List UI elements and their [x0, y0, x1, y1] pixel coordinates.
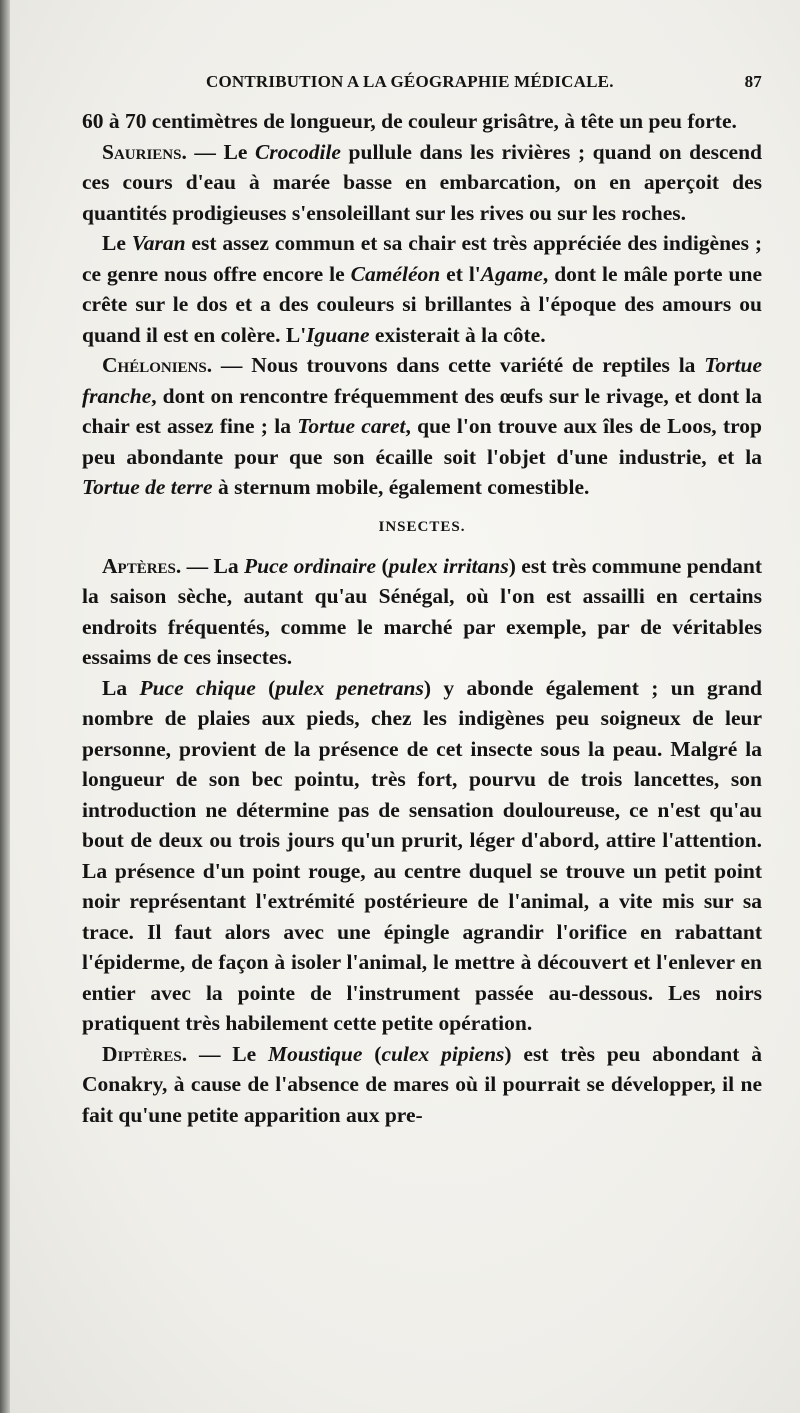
italic-term: Puce chique: [139, 675, 256, 700]
italic-term: Tortue franche: [82, 353, 762, 408]
text-run: est assez commun et sa chair est très appréciée des indigènes ; ce genre nous offre encore le: [82, 231, 762, 286]
italic-term: pulex penetrans: [275, 675, 424, 700]
text-run: (: [376, 553, 389, 578]
text-run: — Nous trouvons dans cette variété de reptiles la: [212, 353, 705, 377]
text-run: pullule dans les rivières ; quand on descend ces cours d'eau à marée basse en embarcation, on en aperçoit des quantités prodigieuses s'ensoleillant sur les rives ou sur les roches.: [82, 139, 762, 225]
italic-term: Iguane: [306, 322, 370, 347]
paragraph-continuation: [82, 106, 762, 137]
section-heading: INSECTES.: [378, 518, 466, 535]
italic-term: Crocodile: [254, 139, 341, 164]
page-edge-shadow: [0, 0, 10, 1413]
text-run: à sternum mobile, également comestible.: [212, 475, 590, 499]
text-run: ) y abonde également ; un grand nombre de plaies aux pieds, chez les indigènes peu soigneux de leur personne, provient de la présence de cet insecte sous la peau. Malgré la longueur de son bec pointu, très fort, pourvu de trois lancettes, son introduction ne détermine pas de sensation douloureuse, ce n'est qu'au bout de deux ou trois jours qu'un prurit, léger d'abord, attire l'attention. La présence d'un point rouge, au centre duquel se trouve un petit point noir représentant l'extrémité postérieure de l'animal, a vite mis sur sa trace. Il faut alors avec une épingle agrandir l'orifice en rabattant l'épiderme, de façon à isoler l'animal, le mettre à découvert et l'enlever en entier avec la pointe de l'instrument passée au-dessous. Les noirs pratiquent très habilement cette petite opération.: [82, 675, 762, 1035]
text-run: — La: [181, 553, 245, 578]
text-run: Le: [102, 231, 132, 255]
paragraph-sauriens: [82, 137, 762, 229]
section-label: Sauriens.: [102, 139, 187, 164]
section-label: Diptères.: [102, 1041, 188, 1066]
page-number: 87: [744, 72, 762, 91]
paragraph-apteres: [82, 551, 762, 673]
paragraph-dipteres: [82, 1039, 762, 1131]
italic-term: Tortue caret: [297, 414, 406, 438]
text-run: et l': [440, 261, 481, 286]
text-run: (: [255, 675, 276, 700]
text-run: La: [102, 675, 140, 700]
paragraph-cheloniens: [82, 350, 762, 503]
italic-term: Puce ordinaire: [244, 553, 377, 578]
body-text: [82, 106, 762, 1130]
text-run: (: [362, 1041, 382, 1066]
italic-term: Caméléon: [350, 261, 441, 286]
italic-term: pulex irritans: [388, 553, 509, 578]
paragraph-text: 60 à 70 centimètres de longueur, de couleur grisâtre, à tête un peu forte.: [82, 109, 737, 133]
italic-term: Tortue de terre: [82, 475, 213, 499]
text-run: , dont on rencontre fréquemment des œufs sur le rivage, et dont la chair est assez fine ; la: [82, 383, 762, 438]
running-title: CONTRIBUTION A LA GÉOGRAPHIE MÉDICALE.: [206, 72, 614, 91]
text-run: ) est très peu abondant à Conakry, à cause de l'absence de mares où il pourrait se développer, il ne fait qu'une petite apparition aux pre-: [82, 1041, 762, 1127]
paragraph-puce-chique: [82, 673, 762, 1039]
section-label: Aptères.: [102, 553, 182, 578]
italic-term: Agame: [480, 261, 543, 286]
text-run: — Le: [187, 1041, 269, 1066]
section-label: Chéloniens.: [102, 353, 213, 377]
text-run: — Le: [186, 139, 255, 164]
text-run: , que l'on trouve aux îles de Loos, trop peu abondante pour que son écaille soit l'objet d'une industrie, et la: [82, 414, 762, 469]
italic-term: Varan: [131, 231, 186, 255]
text-run: existerait à la côte.: [369, 322, 546, 347]
running-header: [80, 72, 762, 98]
text-run: ) est très commune pendant la saison sèche, autant qu'au Sénégal, où l'on est assailli en certains endroits fréquentés, comme le marché par exemple, par de véritables essaims de ces insectes.: [82, 553, 763, 669]
italic-term: Moustique: [268, 1041, 363, 1066]
paragraph-varan: [82, 228, 762, 350]
italic-term: culex pipiens: [381, 1041, 505, 1066]
text-run: , dont le mâle porte une crête sur le dos et a des couleurs si brillantes à l'époque des amours ou quand il est en colère. L': [82, 261, 762, 347]
